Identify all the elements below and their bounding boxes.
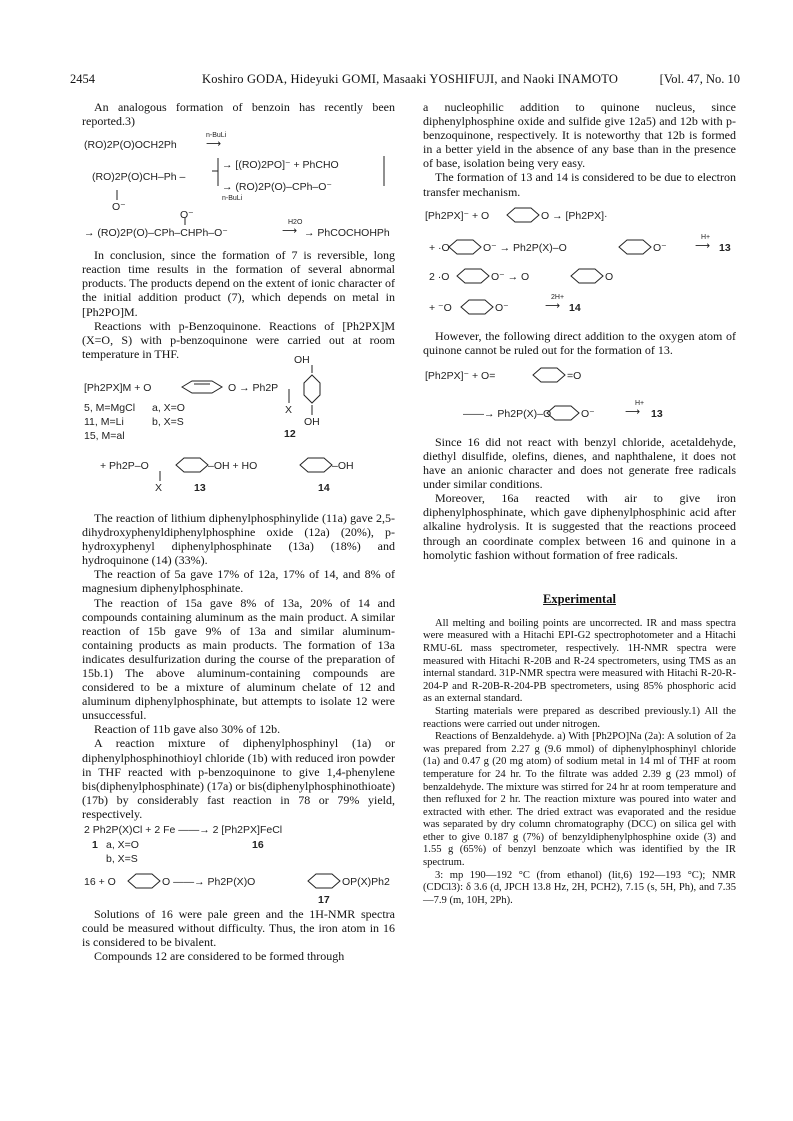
paragraph: Reactions of Benzaldehyde. a) With [Ph2PO]Na (2a): A solution of 2a was prepared from 2.27 g (9.6 mmol) of diphenylphosphinyl chloride (1a) and 0.47 g (20 mg atom) of sodium metal in 14 ml of THF at room temperature for 24 hr. To the filtrate was added 2.39 g (23 mmol) of benzaldehyde. The mixture was stirred for 24 hr at room temperature and then refluxed for 2 hr. The reaction mixture was poured into water and extracted with ether. The dried extract was evaporated and the residue was separated by dry column chromatography (DCC) on silica gel with ether to give 0.187 g (7%) of benzyldiphenylphosphine oxide (3) and 1.55 g (65%) of benzyl benzoate which was identified by the IR spectrum. [423, 731, 736, 869]
running-authors: Koshiro GODA, Hideyuki GOMI, Masaaki YOSHIFUJI, and Naoki INAMOTO [202, 72, 619, 86]
x-label: X [155, 481, 163, 494]
scheme-line: + ⁻O [429, 301, 452, 314]
scheme-iron [82, 821, 395, 907]
compound-number: 1 [92, 839, 98, 851]
reagent-label: 2H+ [551, 293, 565, 301]
paragraph: Starting materials were prepared as described previously.1) All the reactions were carried out under nitrogen. [423, 705, 736, 730]
scheme-line: (RO)2P(O)CH–Ph – [92, 171, 186, 184]
scheme-direct-addition: [Ph2PX]⁻ + O= =O ——→ Ph2P(X)–O O⁻ H+ ⟶ 13 [423, 363, 736, 435]
paragraph: However, the following direct addition to the oxygen atom of quinone cannot be ruled out for the formation of 13. [423, 328, 736, 357]
paragraph: A reaction mixture of diphenylphosphinyl (1a) or diphenylphosphinothioyl chloride (1b) with reduced iron powder in THF reacted with p-benzoquinone to give 1,4-phenylene bis(diphenylphosphinate) (17a) or bis(diphenylphosphinothioate) (17b) by considerably fast reaction in 78 or 79% yield, respectively. [82, 736, 395, 821]
page-number: 2454 [70, 72, 95, 86]
paragraph: Compounds 12 are considered to be formed through [94, 949, 345, 964]
oh-label: OH [304, 415, 320, 428]
x-def: a, X=O [106, 839, 139, 851]
scheme-line: (RO)2P(O)OCH2Ph [84, 139, 177, 152]
scheme-line: O⁻ [112, 201, 126, 214]
paragraph: Moreover, 16a reacted with air to give iron diphenylphosphinate, which gave diphenylphosphinic acid after alkaline hydrolysis. It is suggested that the reactions proceed through an coordinate complex between 16 and quinone in a homolytic fashion without formation of free radicals. [423, 491, 736, 562]
scheme-line: [Ph2PX]⁻ + O= [425, 369, 496, 382]
section-heading: Experimental [543, 591, 616, 606]
scheme-line: O⁻ [180, 209, 194, 222]
compound-number: 17 [318, 894, 330, 906]
metal-def: 5, M=MgCl [84, 401, 136, 414]
scheme-line: ——→ Ph2P(X)–O [463, 407, 552, 420]
scheme-line: O ——→ Ph2P(X)O [162, 876, 256, 888]
scheme-line: O⁻ [653, 241, 667, 254]
paragraph: All melting and boiling points are uncorrected. IR and mass spectra were measured with a Hitachi EPI-G2 spectrophotometer and a Hitachi RMU-6L mass spectrometer, respectively. 1H-NMR spectra were measured with Hitachi R-20B and R-24 spectrometers, using TMS as an internal standard. 31P-NMR spectra were measured with Hitachi R-20-R-204-P and R-20B-R-204-PB spectrometers, using 85% phosphoric acid as an external standard. [423, 617, 736, 705]
reagent-label: H+ [635, 399, 645, 407]
scheme-line: –OH [332, 459, 354, 472]
scheme-line: + Ph2P–O [100, 459, 149, 472]
paragraph: a nucleophilic addition to quinone nucleus, since diphenylphosphine oxide and sulfide give 12a5) and 12b with p-benzoquinone, respectively. It is noteworthy that 12b is formed in a better yield in the absence of any base than in the presence of base, isolation being very easy. [423, 100, 736, 171]
compound-number: 16 [252, 839, 264, 851]
paragraph: The reaction of 5a gave 17% of 12a, 17% of 14, and 8% of magnesium diphenylphosphinate. [82, 567, 395, 596]
scheme-line: 2 ·O [429, 270, 450, 283]
paragraph: 3: mp 190—192 °C (from ethanol) (lit,6) 192—193 °C); NMR (CDCl3): δ 3.6 (d, JPCH 13.8 Hz, 2H, PCH2), 7.15 (s, 5H, Ph), and 7.35—7.9 (m, 10H, 2Ph). [423, 869, 736, 906]
compound-number: 14 [569, 301, 581, 314]
scheme-line: + ·O [429, 241, 450, 254]
compound-number: 14 [318, 481, 330, 494]
scheme-benzoin: (RO)2P(O)OCH2Ph n-BuLi ⟶ → [(RO)2PO]⁻ + PhCHO (RO)2P(O)CH–Ph – → (RO)2P(O)–CPh–O⁻ O⁻ n-BuLi O⁻ → (RO)2P(O)–CPh–CHPh–O⁻ H2O ⟶ → PhCOCHOHPh [82, 128, 395, 238]
scheme-line: 16 + O [84, 876, 116, 888]
scheme-line: =O [567, 369, 582, 382]
scheme-line: OP(X)Ph2 [342, 876, 390, 888]
x-label: X [285, 403, 293, 416]
paragraph: In conclusion, since the formation of 7 is reversible, long reaction time results in the formation of several abnormal products. The products depend on the extent of ionic character of the initial addition product (7), which depends on metal in [Ph2PO]M. [82, 248, 395, 319]
reagent-label: n-BuLi [222, 195, 243, 203]
scheme-line: O → Ph2P [228, 381, 279, 394]
scheme-line: → (RO)2P(O)–CPh–O⁻ [222, 181, 332, 194]
compound-number: 12 [284, 427, 296, 440]
x-def: a, X=O [152, 401, 185, 414]
paragraph: Reactions with p-Benzoquinone. Reactions of [Ph2PX]M (X=O, S) with p-benzoquinone were carried out at room temperature in THF. [82, 318, 395, 361]
scheme-line: O⁻ [495, 301, 509, 314]
left-column [82, 100, 395, 963]
reagent-label: n-BuLi [206, 132, 227, 140]
scheme-line: O⁻ [581, 407, 595, 420]
paragraph: An analogous formation of benzoin has recently been reported.3) [82, 100, 395, 129]
paragraph: The reaction of lithium diphenylphosphinylide (11a) gave 2,5-dihydroxyphenyldiphenylphosphine oxide (12a) (20%), p-hydroxyphenyl diphenylphosphinate (13a) (18%) and hydroquinone (14) (33%). [82, 510, 395, 568]
compound-number: 13 [719, 241, 731, 254]
scheme-line: O⁻ → Ph2P(X)–O [483, 241, 567, 254]
paragraph: The reaction of 15a gave 8% of 13a, 20% of 14 and compounds containing aluminum as the main product. A similar reaction of 15b gave 9% of 13a and similar aluminum-containing products as main products. The formation of 13a indicates desulfurization during the course of the preparation of 15b.1) The above aluminum-containing compounds are considered to be a mixture of aluminum chelate of 12 and aluminum diphenylphosphinate, but attempts to isolate 12 were unsuccessful. [82, 595, 395, 723]
scheme-line: –OH + HO [208, 459, 258, 472]
paragraph: Reaction of 11b gave also 30% of 12b. [94, 722, 281, 737]
metal-def: 15, M=al [84, 429, 125, 442]
scheme-line: → [(RO)2PO]⁻ + PhCHO [222, 159, 339, 172]
reagent-label: H2O [288, 219, 303, 227]
x-def: b, X=S [152, 415, 184, 428]
x-def: b, X=S [106, 853, 138, 865]
compound-number: 13 [651, 407, 663, 420]
paragraph: The formation of 13 and 14 is considered to be due to electron transfer mechanism. [423, 170, 736, 199]
scheme-line: O [605, 270, 614, 283]
paragraph: Since 16 did not react with benzyl chloride, acetaldehyde, diethyl disulfide, olefins, dienes, and naphthalene, it does not have an anionic character and does not generate free radicals under similar conditions. [423, 434, 736, 492]
scheme-quinone [82, 353, 395, 511]
scheme-line: 2 Ph2P(X)Cl + 2 Fe ——→ 2 [Ph2PX]FeCl [84, 824, 283, 836]
paragraph: Solutions of 16 were pale green and the 1H-NMR spectra could be measured without difficulty. Thus, the iron atom in 16 is considered to be bivalent. [82, 907, 395, 950]
journal-volume: [Vol. 47, No. 10 [659, 72, 740, 86]
scheme-line: → (RO)2P(O)–CPh–CHPh–O⁻ [84, 227, 228, 240]
scheme-line: → PhCOCHOHPh [304, 227, 390, 240]
right-column [423, 100, 736, 907]
page-header [70, 72, 740, 88]
scheme-line: O → [Ph2PX]· [541, 209, 608, 222]
scheme-line: O⁻ → O [491, 270, 530, 283]
scheme-electron-transfer: [Ph2PX]⁻ + O O → [Ph2PX]· + ·O O⁻ → Ph2P(X)–O O⁻ H+ ⟶ 13 2 ·O O⁻ → O O + ⁻O O⁻ 2H+ ⟶ 14 [423, 203, 736, 321]
oh-label: OH [294, 353, 310, 366]
reagent-label: H+ [701, 233, 711, 241]
scheme-line: [Ph2PX]⁻ + O [425, 209, 490, 222]
metal-def: 11, M=Li [84, 415, 124, 428]
compound-number: 13 [194, 481, 206, 494]
scheme-line: [Ph2PX]M + O [84, 381, 152, 394]
